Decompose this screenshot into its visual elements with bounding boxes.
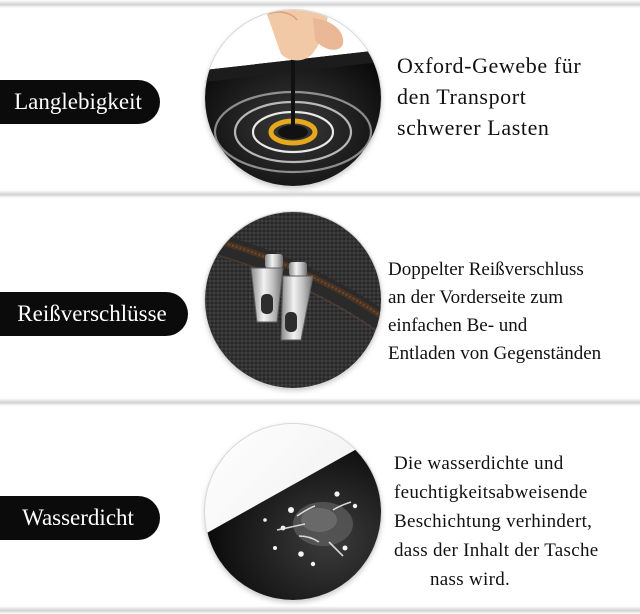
feature-label-pill — [0, 292, 188, 336]
feature-label: Reißverschlüsse — [17, 301, 167, 326]
feature-label: Wasserdicht — [22, 505, 134, 530]
double-zipper-icon — [205, 212, 381, 388]
feature-label: Langlebigkeit — [14, 89, 142, 114]
separator-1 — [0, 190, 640, 198]
water-splash-icon — [205, 424, 381, 600]
feature-label-pill — [0, 496, 160, 540]
separator-2 — [0, 398, 640, 406]
feature-section-waterproof — [0, 406, 640, 606]
separator-bottom — [0, 606, 640, 614]
oxford-fabric-strength-icon — [205, 10, 381, 186]
separator-top — [0, 0, 640, 8]
feature-section-zippers — [0, 198, 640, 398]
feature-label-pill — [0, 80, 160, 124]
feature-description: Die wasserdichte und feuchtigkeitsabweisende Beschichtung verhindert, dass der Inhalt der Tasche nass wird. — [394, 453, 599, 590]
feature-section-durability — [0, 8, 640, 190]
feature-description: Doppelter Reißverschluss an der Vorderseite zum einfachen Be- und Entladen von Gegenständen — [388, 259, 602, 364]
feature-description: Oxford-Gewebe für den Transport schwerer Lasten — [397, 53, 582, 140]
